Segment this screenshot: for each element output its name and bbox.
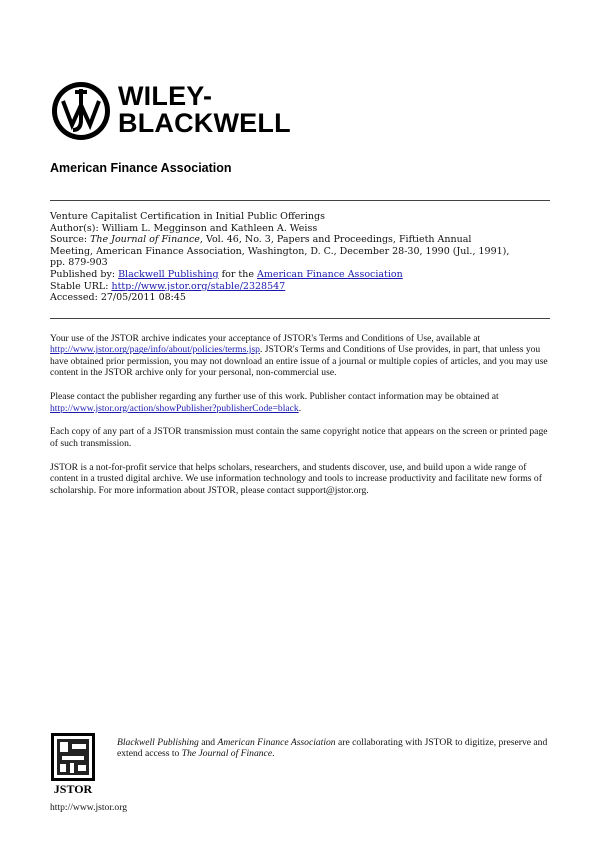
terms-p2-text-a: Please contact the publisher regarding any further use of this work. Publisher contact information may be obtained at [50,391,499,403]
terms-paragraph-3: Each copy of any part of a JSTOR transmission must contain the same copyright notice that appears on the screen or printed page of such transmission. [50,426,548,449]
terms-paragraph-1 [50,333,555,379]
publisher-contact-link[interactable]: http://www.jstor.org/action/showPublisher?publisherCode=black [50,402,299,414]
collaboration-note [117,737,557,759]
accessed-label: Accessed: [50,292,98,304]
terms-p2-text-b: . [298,402,302,414]
article-source [50,234,550,246]
terms-link[interactable]: http://www.jstor.org/page/info/about/policies/terms.jsp [50,344,260,356]
wiley-blackwell-emblem [50,80,112,142]
footer-period: . [272,748,275,760]
association-heading: American Finance Association [50,161,232,175]
stable-url [50,281,550,293]
stable-url-label: Stable URL: [50,280,109,292]
published-by [50,269,550,281]
article-title: Venture Capitalist Certification in Initial Public Offerings [50,211,325,222]
source-details-2: Meeting, American Finance Association, Washington, D. C., December 28-30, 1990 (Jul., 1991), [50,245,510,257]
jstor-logo [50,732,96,796]
jstor-url[interactable]: http://www.jstor.org [50,802,128,813]
stable-url-link[interactable]: http://www.jstor.org/stable/2328547 [111,280,286,292]
jstor-logo-text: JSTOR [53,782,93,796]
published-by-label: Published by: [50,268,116,280]
for-the-text: for the [221,268,254,280]
terms-p1-text-b: . JSTOR's Terms and Conditions of Use provides, in part, that unless you have obtained prior permission, you may not download an entire issue of a journal or multiple copies of articles, and you may use content in the JSTOR archive only for your personal, non-commercial use. [50,344,548,379]
terms-of-use [50,333,555,508]
association-link[interactable]: American Finance Association [257,268,403,280]
article-authors [50,223,550,235]
wiley-blackwell-logo [50,80,290,142]
footer-association: American Finance Association [217,737,336,748]
source-label: Source: [50,234,88,246]
accessed [50,292,550,304]
source-details-1: , Vol. 46, No. 3, Papers and Proceedings, Fiftieth Annual [199,234,472,246]
footer-and: and [201,737,216,748]
logo-line-1: WILEY- [118,81,213,111]
accessed-value: 27/05/2011 08:45 [100,292,186,304]
footer-journal: The Journal of Finance [181,748,273,760]
wiley-blackwell-wordmark [118,83,291,137]
authors-label: Author(s): [50,222,99,234]
source-details-3: pp. 879-903 [50,257,108,269]
terms-p1-text-a: Your use of the JSTOR archive indicates your acceptance of JSTOR's Terms and Conditions of Use, available at [50,333,481,344]
logo-line-2: BLACKWELL [118,108,291,138]
divider-bottom [50,318,550,319]
authors-value: William L. Megginson and Kathleen A. Weiss [101,222,318,234]
footer-collab-text: are collaborating with JSTOR to digitize, preserve and extend access to [117,737,548,760]
article-metadata [50,211,550,304]
source-journal: The Journal of Finance [90,234,200,246]
terms-paragraph-4: JSTOR is a not-for-profit service that helps scholars, researchers, and students discover, use, and build upon a wide range of content in a trusted digital archive. We use information technology and tools to increase productivity and facilitate new forms of scholarship. For more information about JSTOR, please contact support@jstor.org. [50,461,542,496]
publisher-link[interactable]: Blackwell Publishing [118,268,219,280]
footer-publisher: Blackwell Publishing [117,737,199,748]
divider-top [50,200,550,201]
terms-paragraph-2 [50,391,555,414]
